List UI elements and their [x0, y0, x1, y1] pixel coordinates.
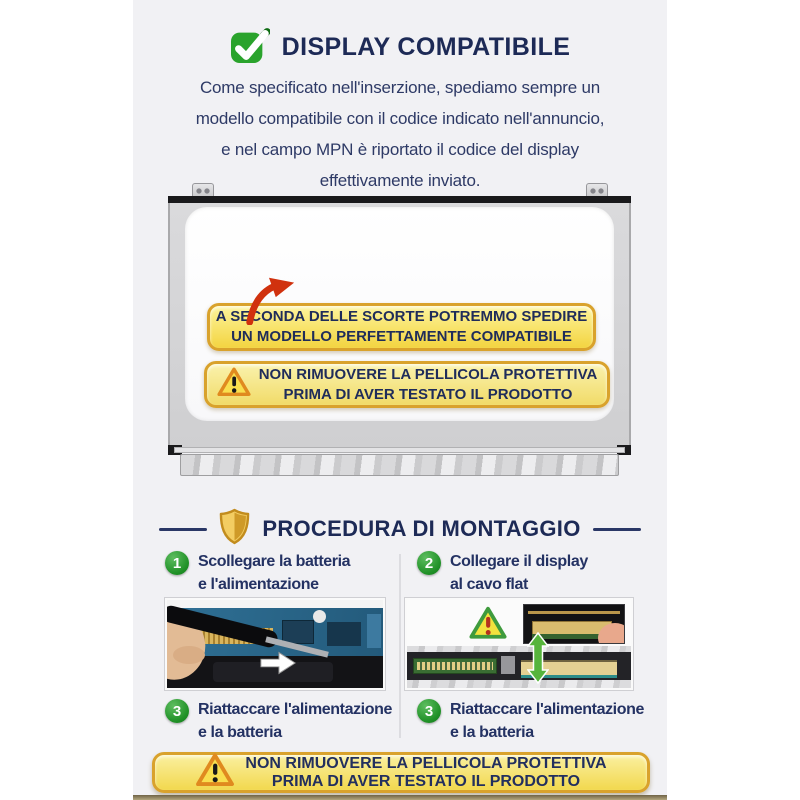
step-label-line: al cavo flat	[450, 576, 528, 593]
assembly-heading-title: PROCEDURA DI MONTAGGIO	[262, 516, 581, 541]
content-column	[133, 0, 667, 800]
step-label	[450, 698, 644, 744]
pcb-edge	[367, 614, 381, 648]
step-1	[165, 550, 350, 596]
pcb-chip	[327, 622, 361, 646]
thumb	[173, 646, 205, 664]
footer-warning-text	[245, 755, 606, 791]
assembly-heading	[133, 508, 667, 550]
intro-line: modello compatibile con il codice indicato nell'annuncio,	[195, 109, 605, 128]
step-label	[198, 550, 350, 596]
warning-triangle-icon	[195, 753, 235, 792]
foil-strip	[180, 454, 619, 476]
film-warning-text	[259, 365, 598, 405]
step-3-right	[417, 698, 644, 744]
film-warning-line: PRIMA DI AVER TESTATO IL PRODOTTO	[283, 385, 573, 403]
step-label-line: Scollegare la batteria	[198, 553, 351, 570]
footer-warning-line: NON RIMUOVERE LA PELLICOLA PROTETTIVA	[245, 754, 607, 772]
step-label-line: e la batteria	[198, 724, 282, 741]
step-label-line: Riattaccare l'alimentazione	[450, 701, 644, 718]
footer-warning-line: PRIMA DI AVER TESTATO IL PRODOTTO	[271, 772, 581, 790]
step-number-badge: 3	[165, 699, 189, 723]
intro-line: Come specificato nell'inserzione, spediamo sempre un	[199, 78, 601, 97]
warning-triangle-icon	[217, 367, 251, 403]
step-2	[417, 550, 588, 596]
photo-step-1	[165, 598, 385, 690]
heading-rule-right	[593, 528, 641, 531]
intro-line: effettivamente inviato.	[319, 171, 481, 190]
step-label-line: e la batteria	[450, 724, 534, 741]
step-label-line: e l'alimentazione	[198, 576, 319, 593]
intro-line: e nel campo MPN è riportato il codice del display	[221, 140, 579, 159]
step-number-badge: 3	[417, 699, 441, 723]
step-label-line: Riattaccare l'alimentazione	[198, 701, 392, 718]
photo-step-2	[405, 598, 633, 690]
step-label	[450, 550, 588, 596]
footer-warning-box	[152, 752, 650, 793]
pcb-dot	[313, 610, 326, 623]
column-divider	[399, 554, 401, 738]
connector-clip	[501, 656, 515, 674]
step-number-badge: 1	[165, 551, 189, 575]
film-warning-line: NON RIMUOVERE LA PELLICOLA PROTETTIVA	[258, 365, 598, 383]
step-number-badge: 2	[417, 551, 441, 575]
shield-icon	[219, 508, 250, 550]
page-title: DISPLAY COMPATIBILE	[281, 33, 571, 61]
step-3-left	[165, 698, 392, 744]
curved-arrow-icon	[240, 275, 298, 330]
film-warning-note	[204, 361, 610, 408]
panel-top-edge	[168, 196, 631, 203]
bottom-shadow	[133, 795, 667, 800]
intro-paragraph	[133, 72, 667, 196]
check-icon	[230, 26, 270, 69]
lcd-panel-image	[168, 183, 631, 475]
panel-bottom-bar	[174, 447, 625, 453]
stock-note-line: UN MODELLO PERFETTAMENTE COMPATIBILE	[231, 328, 572, 345]
stock-note-line: A SECONDA DELLE SCORTE POTREMMO SPEDIRE	[215, 308, 588, 325]
step-label-line: Collegare il display	[450, 553, 588, 570]
heading-rule-left	[159, 528, 207, 531]
connector-bar	[528, 611, 620, 614]
photo-bg	[167, 600, 383, 608]
connector-pins	[417, 662, 493, 670]
panel-body	[168, 203, 631, 447]
step-label	[198, 698, 392, 744]
header	[133, 26, 667, 69]
